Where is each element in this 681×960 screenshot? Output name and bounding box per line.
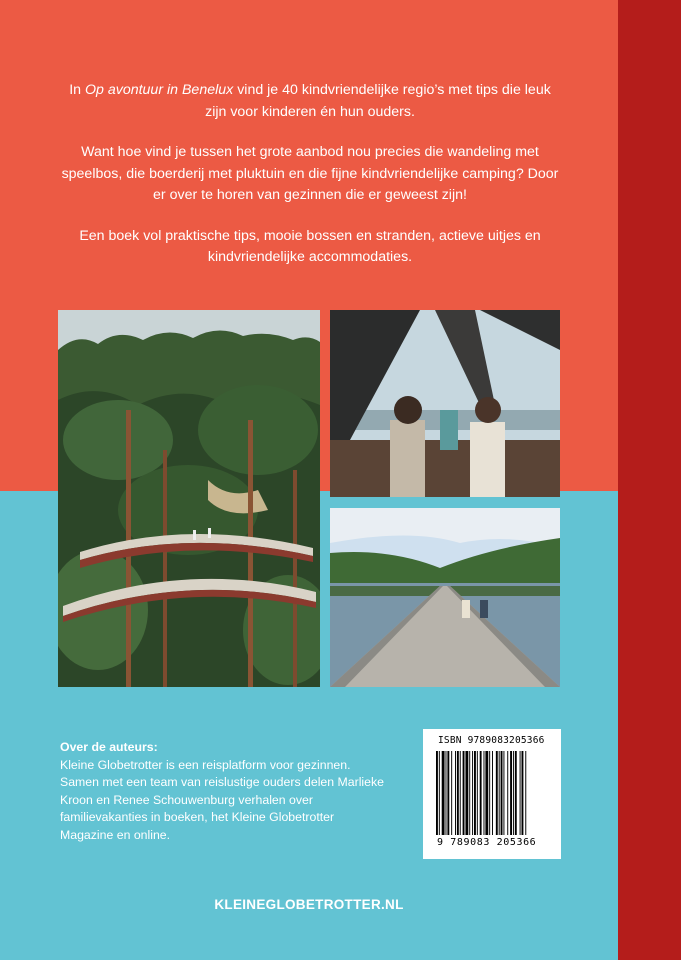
blurb-paragraph-2: Want hoe vind je tussen het grote aanbod nou precies die wandeling met speelbos, die boerderij met pluktuin en die fijne kindvriendelijke camping? Door er over te horen van gezinnen die er geweest zijn! <box>61 144 559 203</box>
forest-canopy-walkway-photo <box>58 310 320 687</box>
blurb-paragraph-3: Een boek vol praktische tips, mooie bossen en stranden, actieve uitjes en kindvriendelijke accommodaties. <box>79 227 541 265</box>
isbn-number: 9 789083 205366 <box>437 837 537 848</box>
boardwalk-over-lake-photo <box>330 508 560 687</box>
children-at-viewing-tower-photo <box>330 310 560 497</box>
barcode-bars <box>436 751 550 835</box>
about-the-authors <box>60 739 390 845</box>
website-url: KLEINEGLOBETROTTER.NL <box>214 897 404 912</box>
back-cover-blurb <box>60 80 560 288</box>
blurb-paragraph-1: In Op avontuur in Benelux vind je 40 kindvriendelijke regio’s met tips die leuk zijn voor kinderen én hun ouders. <box>69 82 551 120</box>
book-title: Op avontuur in Benelux <box>84 82 234 98</box>
authors-body: Kleine Globetrotter is een reisplatform voor gezinnen. Samen met een team van reislustige ouders delen Marlieke Kroon en Renee Schouwenburg verhalen over familievakanties in boeken, het Kleine Globetrotter Magazine en online. <box>60 757 384 842</box>
isbn-label: ISBN 9789083205366 <box>438 735 545 746</box>
authors-heading: Over de auteurs: <box>60 740 158 754</box>
isbn-barcode <box>423 729 561 859</box>
book-spine-edge <box>618 0 681 960</box>
